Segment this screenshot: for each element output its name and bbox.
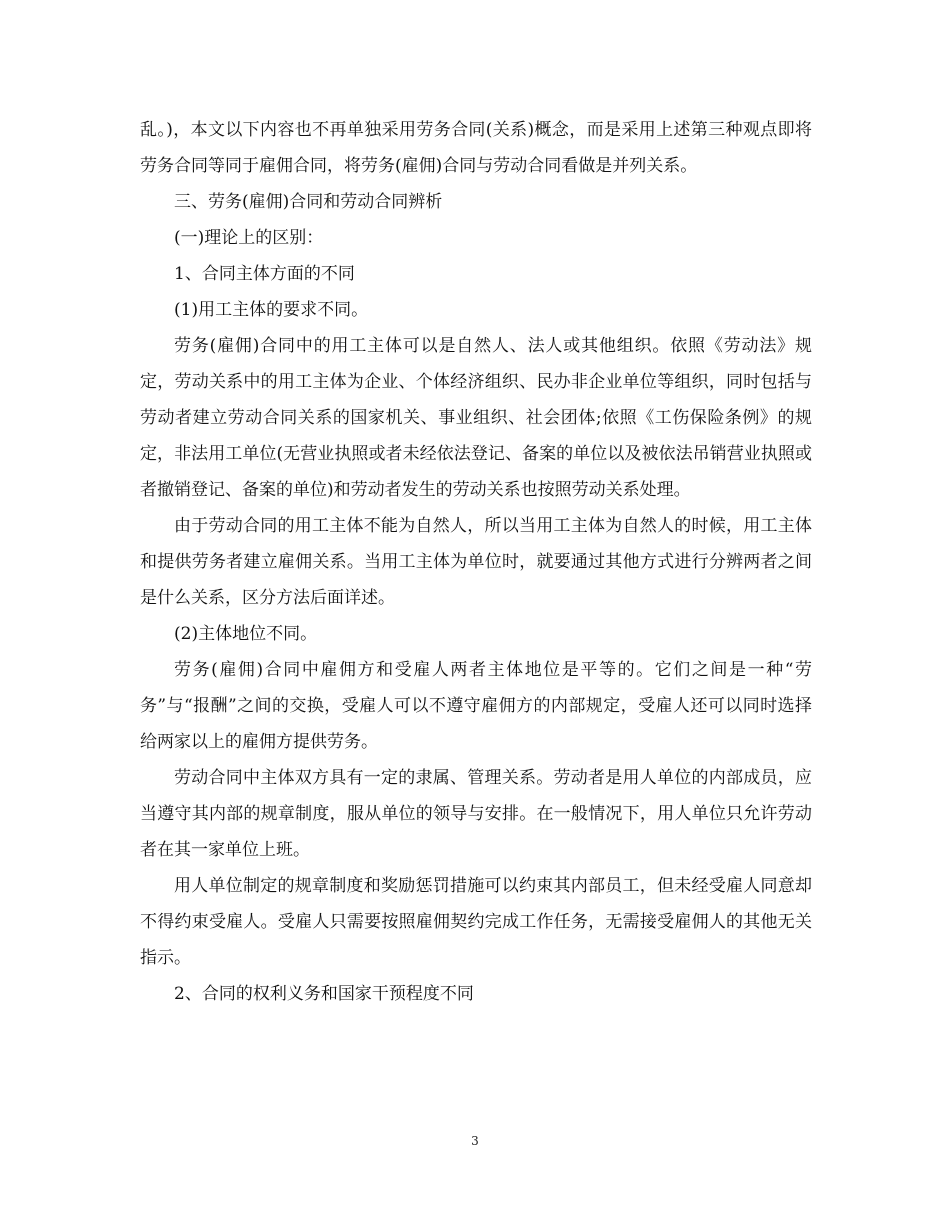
- page-number: 3: [471, 1134, 479, 1148]
- subpoint-heading: (2)主体地位不同。: [174, 624, 318, 644]
- paragraph: 劳务(雇佣)合同中的用工主体可以是自然人、法人或其他组织。依照《劳动法》规定，劳动关系中的用工主体为企业、个体经济组织、民办非企业单位等组织，同时包括与劳动者建立劳动合同关系的国家机关、事业组织、社会团体;依照《工伤保险条例》的规定，非法用工单位(无营业执照或者未经依法登记、备案的单位以及被依法吊销营业执照或者撤销登记、备案的单位)和劳动者发生的劳动关系也按照劳动关系处理。: [140, 336, 812, 500]
- paragraph: 劳动合同中主体双方具有一定的隶属、管理关系。劳动者是用人单位的内部成员，应当遵守其内部的规章制度，服从单位的领导与安排。在一般情况下，用人单位只允许劳动者在其一家单位上班。: [140, 768, 812, 860]
- paragraph: 用人单位制定的规章制度和奖励惩罚措施可以约束其内部员工，但未经受雇人同意却不得约束受雇人。受雇人只需要按照雇佣契约完成工作任务，无需接受雇佣人的其他无关指示。: [140, 876, 812, 968]
- paragraph: 由于劳动合同的用工主体不能为自然人，所以当用工主体为自然人的时候，用工主体和提供劳务者建立雇佣关系。当用工主体为单位时，就要通过其他方式进行分辨两者之间是什么关系，区分方法后面详述。: [140, 516, 812, 608]
- paragraph-continuation: 乱。)，本文以下内容也不再单独采用劳务合同(关系)概念，而是采用上述第三种观点即将劳务合同等同于雇佣合同，将劳务(雇佣)合同与劳动合同看做是并列关系。: [140, 120, 812, 176]
- point-heading: 2、合同的权利义务和国家干预程度不同: [174, 984, 474, 1004]
- point-heading: 1、合同主体方面的不同: [174, 264, 355, 284]
- section-heading: 三、劳务(雇佣)合同和劳动合同辨析: [174, 192, 443, 212]
- subpoint-heading: (1)用工主体的要求不同。: [174, 300, 369, 320]
- subsection-heading: (一)理论上的区别：: [174, 228, 324, 248]
- paragraph: 劳务(雇佣)合同中雇佣方和受雇人两者主体地位是平等的。它们之间是一种“劳务”与“报酬”之间的交换，受雇人可以不遵守雇佣方的内部规定，受雇人还可以同时选择给两家以上的雇佣方提供劳务。: [140, 660, 812, 752]
- document-body: [140, 112, 812, 1012]
